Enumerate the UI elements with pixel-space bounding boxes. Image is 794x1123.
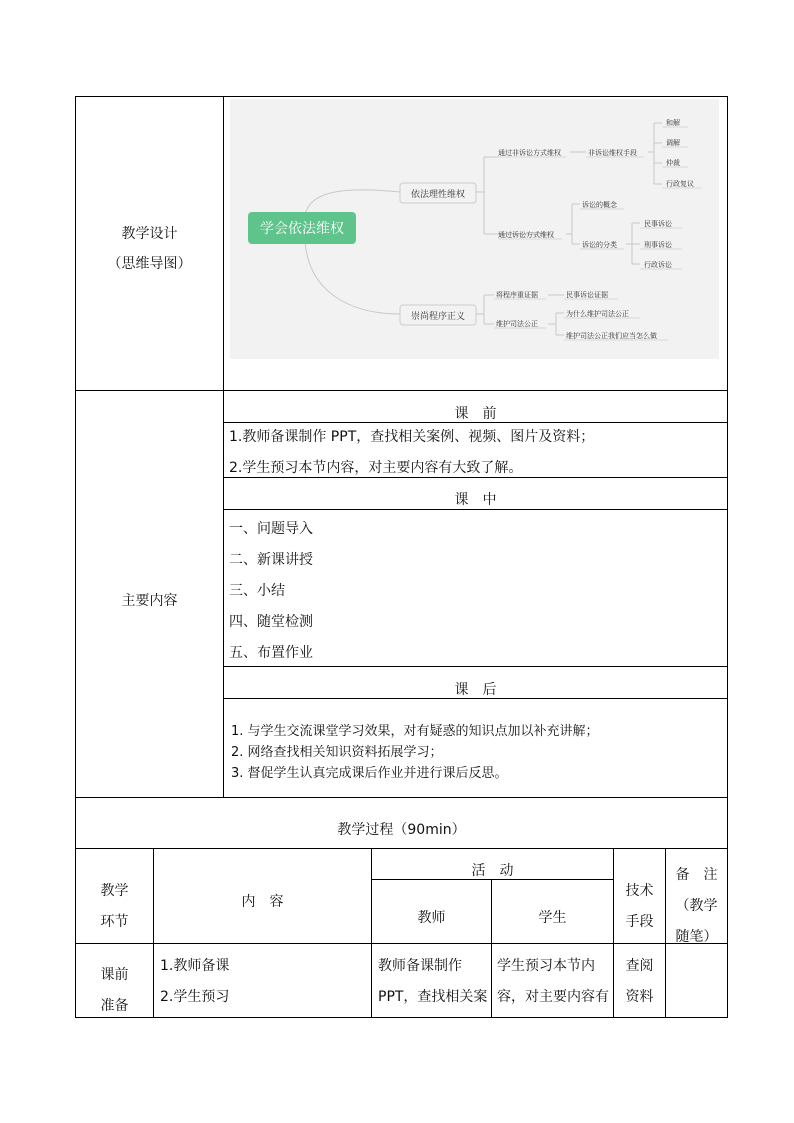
- row1-tech-line1: 查阅: [625, 958, 654, 974]
- design-label: [76, 223, 223, 273]
- design-label-line1: 教学设计: [121, 226, 178, 242]
- during-header: 课 中: [454, 492, 497, 508]
- col-note-line1: 备 注: [675, 867, 718, 883]
- row1-student-line2: 容，对主要内容有: [497, 989, 609, 1005]
- during-item-1: 一、问题导入: [229, 521, 313, 537]
- during-item-5: 五、布置作业: [229, 645, 313, 661]
- branch2-label: 崇尚程序正义: [410, 312, 466, 322]
- after-header: 课 后: [454, 682, 497, 698]
- col-stage: [76, 876, 153, 938]
- b1-sub1: 通过非诉讼方式维权: [498, 149, 561, 157]
- before-item-1: 1.教师备课制作 PPT，查找相关案例、视频、图片及资料；: [229, 429, 595, 445]
- col-stage-line2: 环节: [100, 914, 129, 930]
- col-note-line2: （教学: [675, 898, 718, 914]
- col-stage-line1: 教学: [100, 883, 129, 899]
- col-tech-line2: 手段: [625, 914, 654, 930]
- row1-content-line2: 2.学生预习: [160, 989, 230, 1005]
- row1-teacher-line2: PPT，查找相关案: [378, 989, 488, 1005]
- b2-sub1-leaf: 民事诉讼证据: [566, 291, 608, 299]
- b1-leaf-4: 行政复议: [666, 180, 694, 188]
- after-item-1: 1. 与学生交流课堂学习效果，对有疑惑的知识点加以补充讲解；: [231, 724, 599, 739]
- col-student: 学生: [538, 910, 567, 926]
- mind-map-canvas: [230, 99, 719, 359]
- root-label: 学会依法维权: [260, 221, 344, 237]
- during-item-4: 四、随堂检测: [229, 614, 313, 630]
- row1-tech: [614, 951, 665, 1013]
- col-activity: 活 动: [471, 863, 514, 879]
- after-item-2: 2. 网络查找相关知识资料拓展学习；: [231, 745, 443, 760]
- process-title: 教学过程（90min）: [337, 822, 466, 838]
- after-item-3: 3. 督促学生认真完成课后作业并进行课后反思。: [231, 766, 508, 781]
- col-tech-line1: 技术: [625, 883, 654, 899]
- b1-sub2-leaf-3: 行政诉讼: [644, 261, 672, 269]
- design-label-line2: （思维导图）: [107, 256, 192, 272]
- b1-leaf-2: 调解: [666, 139, 680, 147]
- row1-teacher: [378, 951, 487, 1013]
- b1-sub2-b: 诉讼的分类: [582, 241, 617, 249]
- row1-content: [160, 951, 229, 1013]
- row1-stage-line2: 准备: [100, 998, 129, 1014]
- row1-stage-line1: 课前: [100, 967, 129, 983]
- row1-tech-line2: 资料: [625, 989, 654, 1005]
- b1-sub2-a: 诉讼的概念: [582, 201, 617, 209]
- b1-leaf-1: 和解: [666, 119, 680, 127]
- branch1-label: 依法理性维权: [410, 190, 466, 200]
- before-header: 课 前: [454, 406, 497, 422]
- b2-sub1: 将程序重证据: [496, 291, 538, 299]
- col-content: 内 容: [241, 894, 284, 910]
- row1-student-line1: 学生预习本节内: [497, 958, 595, 974]
- mind-map: [230, 99, 719, 359]
- row1-student: [497, 951, 609, 1013]
- before-item-2: 2.学生预习本节内容，对主要内容有大致了解。: [229, 460, 523, 476]
- row1-stage: [76, 960, 153, 1022]
- during-item-2: 二、新课讲授: [229, 552, 313, 568]
- b1-sub1-sub: 非诉讼维权手段: [588, 149, 637, 157]
- row1-teacher-line1: 教师备课制作: [378, 958, 462, 974]
- main-label: 主要内容: [121, 593, 178, 609]
- b2-sub2-leaf-2: 维护司法公正我们应当怎么做: [566, 332, 657, 340]
- row1-content-line1: 1.教师备课: [160, 958, 230, 974]
- b1-sub2-leaf-2: 刑事诉讼: [644, 241, 672, 249]
- col-note: [666, 860, 727, 953]
- during-item-3: 三、小结: [229, 583, 285, 599]
- b1-leaf-3: 仲裁: [666, 159, 680, 167]
- b1-sub2-leaf-1: 民事诉讼: [644, 220, 672, 228]
- col-tech: [614, 876, 665, 938]
- col-note-line3: 随笔）: [675, 929, 718, 945]
- b2-sub2: 维护司法公正: [496, 320, 538, 328]
- b2-sub2-leaf-1: 为什么维护司法公正: [566, 310, 629, 318]
- col-teacher: 教师: [417, 910, 446, 926]
- b1-sub2: 通过诉讼方式维权: [498, 231, 554, 239]
